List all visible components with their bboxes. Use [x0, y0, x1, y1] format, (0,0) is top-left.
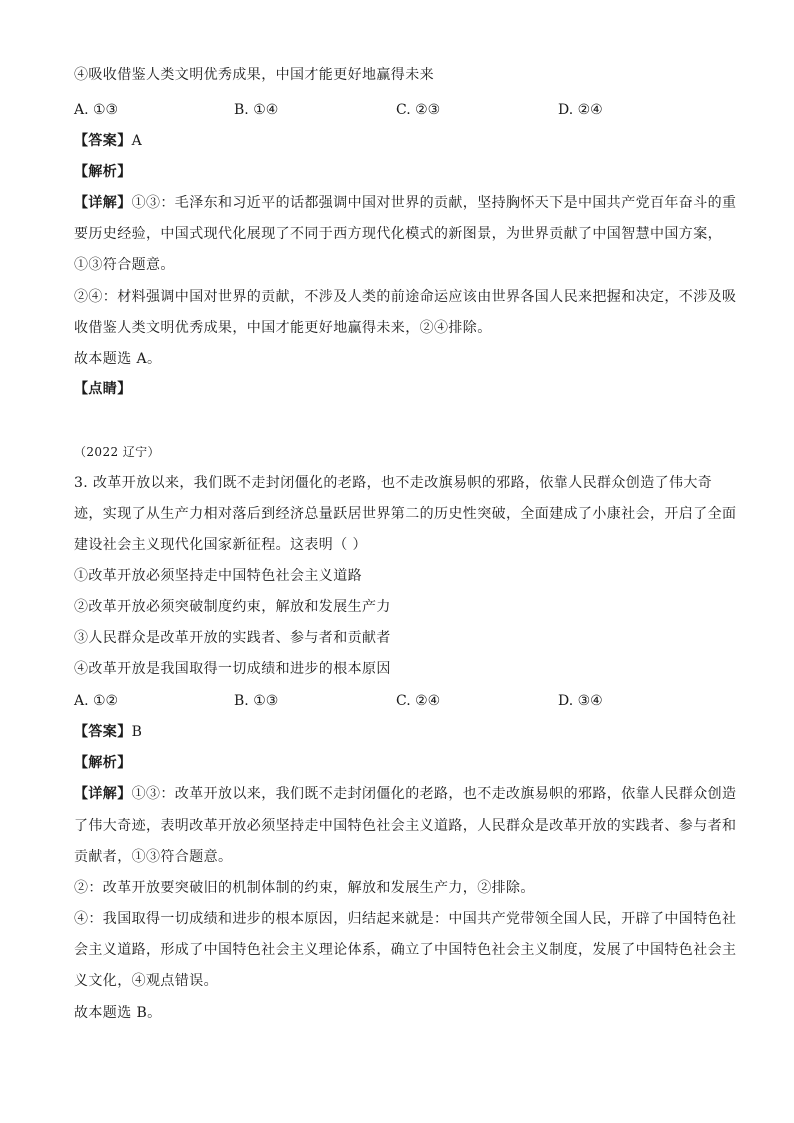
q2-detail-line: ②④：材料强调中国对世界的贡献，不涉及人类的前途命运应该由世界各国人民来把握和决定，不涉及吸	[74, 289, 737, 305]
detail-text: ①③：改革开放以来，我们既不走封闭僵化的老路，也不走改旗易帜的邪路，依靠人民群众创造	[131, 786, 737, 802]
q3-detail-line: 了伟大奇迹，表明改革开放必须坚持走中国特色社会主义道路，人民群众是改革开放的实践者、参与者和	[74, 818, 737, 834]
q3-choice-c: C. ②④	[396, 693, 441, 709]
q2-choice-c: C. ②③	[396, 102, 441, 118]
q3-conclusion: 故本题选 B。	[74, 1005, 162, 1021]
q3-answer	[74, 723, 142, 741]
q2-dianjing-tag: 【点睛】	[74, 381, 132, 397]
q3-detail-line: 义文化，④观点错误。	[74, 973, 218, 989]
q3-option-4: ④改革开放是我国取得一切成绩和进步的根本原因	[74, 661, 391, 677]
q2-detail-line: ①③符合题意。	[74, 257, 175, 273]
answer-tag: 【答案】	[74, 724, 132, 740]
q3-detail-line: 贡献者，①③符合题意。	[74, 849, 233, 865]
q3-choice-d: D. ③④	[558, 693, 603, 709]
q2-choice-b: B. ①④	[234, 102, 279, 118]
q3-option-2: ②改革开放必须突破制度约束，解放和发展生产力	[74, 599, 391, 615]
q3-choice-b: B. ①③	[234, 693, 279, 709]
q3-stem-line: 建设社会主义现代化国家新征程。这表明（ ）	[74, 537, 367, 553]
q2-detail-line: 要历史经验，中国式现代化展现了不同于西方现代化模式的新图景，为世界贡献了中国智慧中国方案，	[74, 226, 722, 242]
q2-answer	[74, 132, 142, 150]
q2-detail-line	[74, 194, 736, 212]
q3-source: （2022 辽宁）	[74, 445, 160, 459]
q3-stem-line: 3. 改革开放以来，我们既不走封闭僵化的老路，也不走改旗易帜的邪路，依靠人民群众创造了伟大奇	[74, 475, 713, 491]
q3-detail-line	[74, 785, 736, 803]
q2-choice-a: A. ①③	[74, 102, 119, 118]
answer-tag: 【答案】	[74, 133, 132, 149]
q2-option-4: ④吸收借鉴人类文明优秀成果，中国才能更好地赢得未来	[74, 67, 434, 83]
q2-conclusion: 故本题选 A。	[74, 351, 162, 367]
q3-option-1: ①改革开放必须坚持走中国特色社会主义道路	[74, 568, 362, 584]
q2-analysis-tag: 【解析】	[74, 164, 132, 180]
q3-choice-a: A. ①②	[74, 693, 119, 709]
detail-tag: 【详解】	[74, 195, 132, 211]
q2-choice-d: D. ②④	[558, 102, 603, 118]
q3-analysis-tag: 【解析】	[74, 755, 132, 771]
q3-option-3: ③人民群众是改革开放的实践者、参与者和贡献者	[74, 630, 391, 646]
q3-detail-line: 会主义道路，形成了中国特色社会主义理论体系，确立了中国特色社会主义制度，发展了中国特色社会主	[74, 942, 737, 958]
detail-tag: 【详解】	[74, 786, 132, 802]
q3-detail-line: ②：改革开放要突破旧的机制体制的约束，解放和发展生产力，②排除。	[74, 880, 535, 896]
q3-stem-line: 迹，实现了从生产力相对落后到经济总量跃居世界第二的历史性突破，全面建成了小康社会，开启了全面	[74, 506, 737, 522]
q2-detail-line: 收借鉴人类文明优秀成果，中国才能更好地赢得未来，②④排除。	[74, 320, 492, 336]
answer-value: B	[131, 724, 143, 740]
detail-text: ①③：毛泽东和习近平的话都强调中国对世界的贡献，坚持胸怀天下是中国共产党百年奋斗的重	[131, 195, 737, 211]
answer-value: A	[131, 133, 143, 149]
q3-detail-line: ④：我国取得一切成绩和进步的根本原因，归结起来就是：中国共产党带领全国人民，开辟了中国特色社	[74, 911, 737, 927]
